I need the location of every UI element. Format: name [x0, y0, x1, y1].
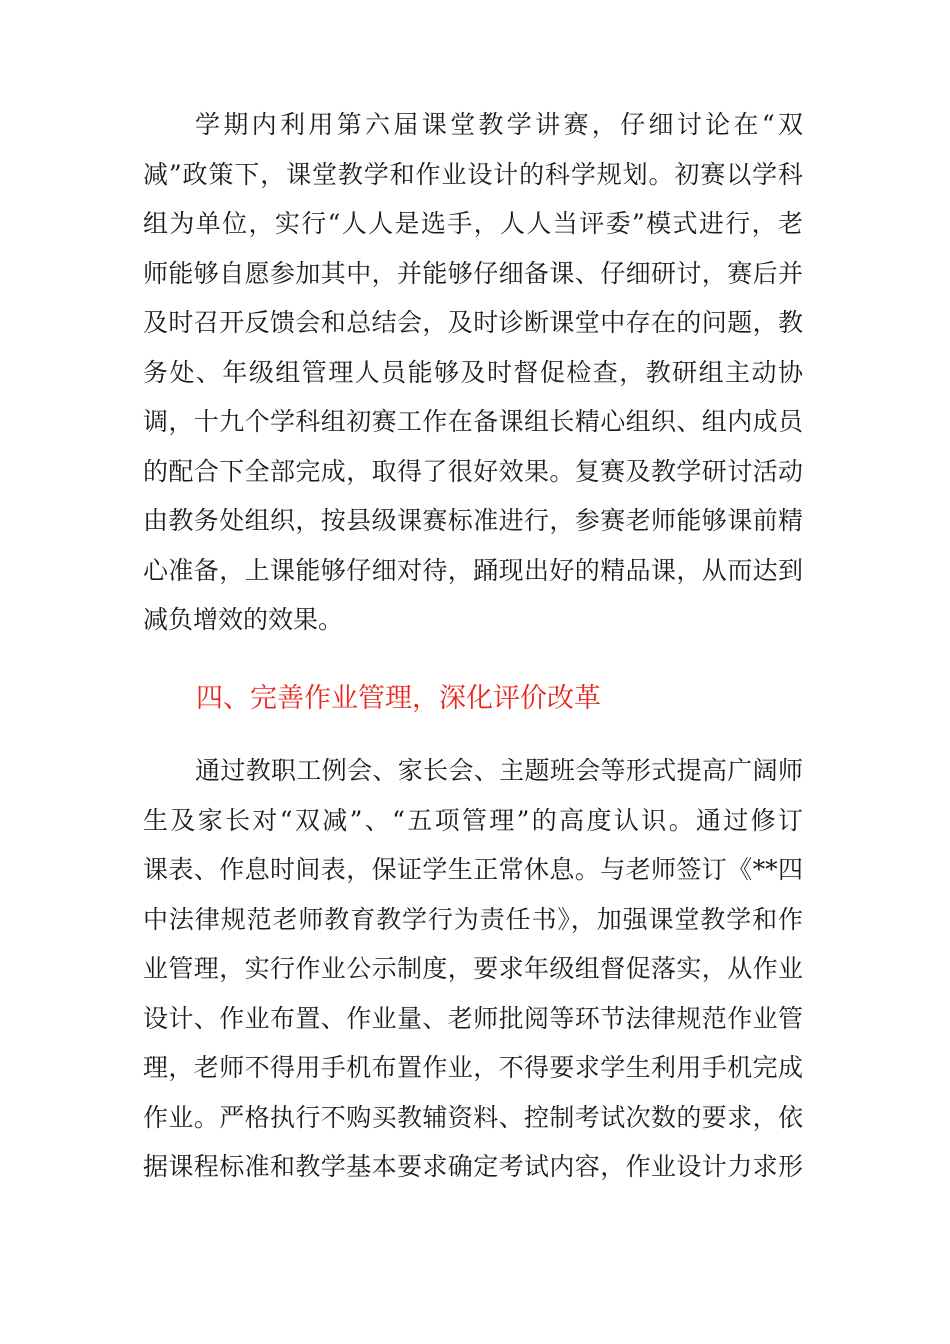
paragraph-line: 通过教职工例会、家长会、主题班会等形式提高广阔师 — [195, 756, 803, 785]
paragraph-line: 调，十九个学科组初赛工作在备课组长精心组织、组内成员 — [143, 407, 803, 436]
paragraph-line: 学期内利用第六届课堂教学讲赛，仔细讨论在“双 — [195, 110, 803, 139]
paragraph-line: 作业。严格执行不购买教辅资料、控制考试次数的要求，依 — [143, 1102, 803, 1132]
paragraph-line: 中法律规范老师教育教学行为责任书》，加强课堂教学和作 — [143, 904, 803, 934]
paragraph-line: 减”政策下，课堂教学和作业设计的科学规划。初赛以学科 — [143, 159, 803, 189]
paragraph-2 — [143, 746, 803, 1192]
paragraph-line: 课表、作息时间表，保证学生正常休息。与老师签订《**四 — [143, 855, 803, 884]
paragraph-line: 组为单位，实行“人人是选手，人人当评委”模式进行，老 — [143, 209, 803, 238]
paragraph-line: 减负增效的效果。 — [143, 605, 344, 634]
paragraph-line: 及时召开反馈会和总结会，及时诊断课堂中存在的问题，教 — [143, 308, 803, 337]
paragraph-line: 据课程标准和教学基本要求确定考试内容，作业设计力求形 — [143, 1152, 803, 1181]
paragraph-line: 业管理，实行作业公示制度，要求年级组督促落实，从作业 — [143, 954, 803, 983]
paragraph-line: 心准备，上课能够仔细对待，踊现出好的精品课，从而达到 — [143, 555, 803, 585]
paragraph-line: 师能够自愿参加其中，并能够仔细备课、仔细研讨，赛后并 — [143, 258, 803, 288]
paragraph-line: 务处、年级组管理人员能够及时督促检查，教研组主动协 — [143, 357, 803, 387]
paragraph-1 — [143, 100, 803, 645]
paragraph-line: 由教务处组织，按县级课赛标准进行，参赛老师能够课前精 — [143, 506, 803, 535]
paragraph-line: 理，老师不得用手机布置作业，不得要求学生利用手机完成 — [143, 1053, 803, 1082]
paragraph-line: 生及家长对“双减”、“五项管理”的高度认识。通过修订 — [143, 805, 803, 835]
section-heading: 四、完善作业管理，深化评价改革 — [196, 683, 601, 714]
paragraph-line: 设计、作业布置、作业量、老师批阅等环节法律规范作业管 — [143, 1003, 803, 1033]
paragraph-line: 的配合下全部完成，取得了很好效果。复赛及教学研讨活动 — [143, 456, 803, 486]
